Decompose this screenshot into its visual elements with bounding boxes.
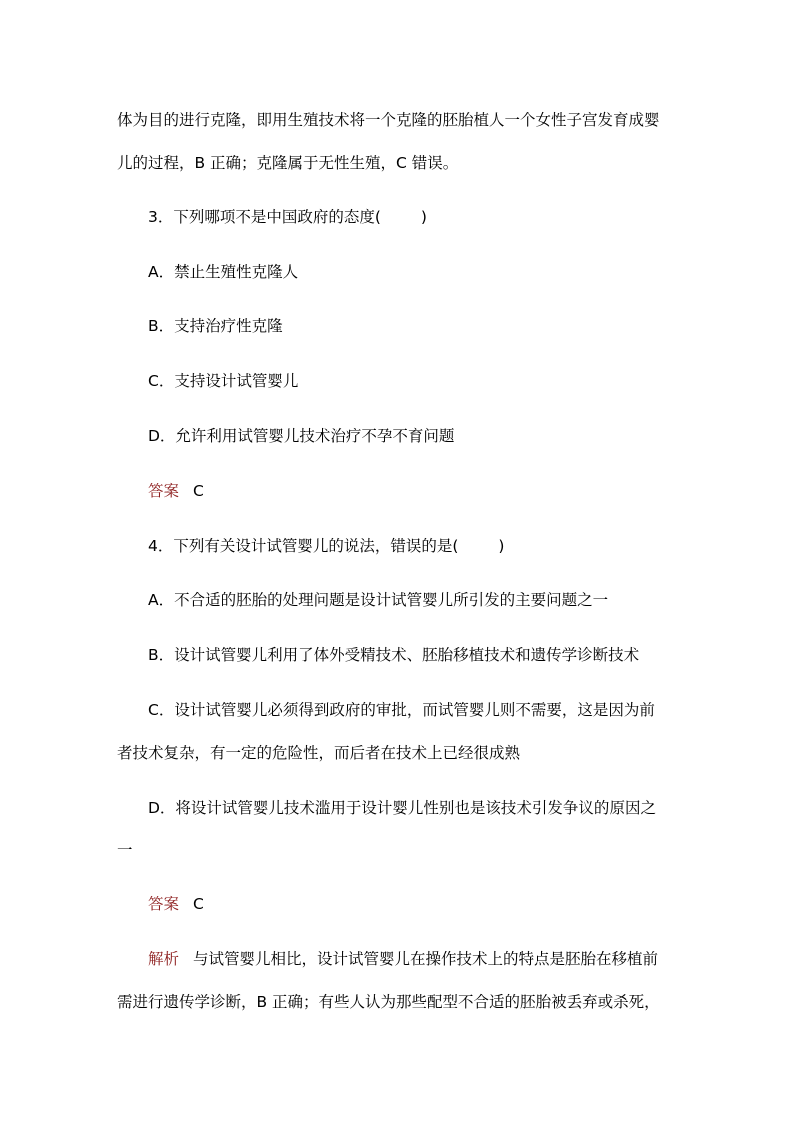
question-3-answer (148, 481, 204, 501)
answer-value: C (193, 895, 204, 913)
question-4-analysis-line-2: 需进行遗传学诊断，B 正确；有些人认为那些配型不合适的胚胎被丢弃或杀死， (117, 993, 660, 1011)
text-line-1: 体为目的进行克隆，即用生殖技术将一个克隆的胚胎植人一个女性子宫发育成婴 (117, 111, 660, 129)
question-4-option-c-line-2: 者技术复杂，有一定的危险性，而后者在技术上已经很成熟 (117, 744, 521, 762)
question-3-paren-close: ) (420, 208, 427, 226)
question-4-option-b: B．设计试管婴儿利用了体外受精技术、胚胎移植技术和遗传学诊断技术 (148, 646, 640, 664)
text-line-2: 儿的过程，B 正确；克隆属于无性生殖，C 错误。 (117, 154, 459, 172)
answer-value: C (193, 482, 204, 500)
question-4-option-c-line-1: C．设计试管婴儿必须得到政府的审批，而试管婴儿则不需要，这是因为前 (148, 701, 655, 719)
question-4-stem-text: 4．下列有关设计试管婴儿的说法，错误的是( (148, 537, 459, 555)
question-3-stem-text: 3．下列哪项不是中国政府的态度( (148, 208, 381, 226)
question-3-option-b: B．支持治疗性克隆 (148, 317, 283, 335)
question-3-option-a: A．禁止生殖性克隆人 (148, 263, 299, 281)
answer-label: 答案 (148, 482, 180, 500)
question-3-stem (148, 207, 427, 227)
question-4-stem (148, 536, 504, 556)
question-4-option-d-line-2: 一 (117, 841, 133, 859)
analysis-label: 解析 (148, 950, 180, 968)
question-4-paren-close: ) (498, 537, 505, 555)
answer-label: 答案 (148, 895, 180, 913)
question-4-analysis-line-1 (148, 949, 658, 969)
question-4-answer (148, 894, 204, 914)
question-4-option-d-line-1: D．将设计试管婴儿技术滥用于设计婴儿性别也是该技术引发争议的原因之 (148, 799, 656, 817)
question-3-option-c: C．支持设计试管婴儿 (148, 372, 299, 390)
analysis-text: 与试管婴儿相比，设计试管婴儿在操作技术上的特点是胚胎在移植前 (193, 950, 659, 968)
question-4-option-a: A．不合适的胚胎的处理问题是设计试管婴儿所引发的主要问题之一 (148, 591, 609, 609)
question-3-option-d: D．允许利用试管婴儿技术治疗不孕不育问题 (148, 427, 455, 445)
